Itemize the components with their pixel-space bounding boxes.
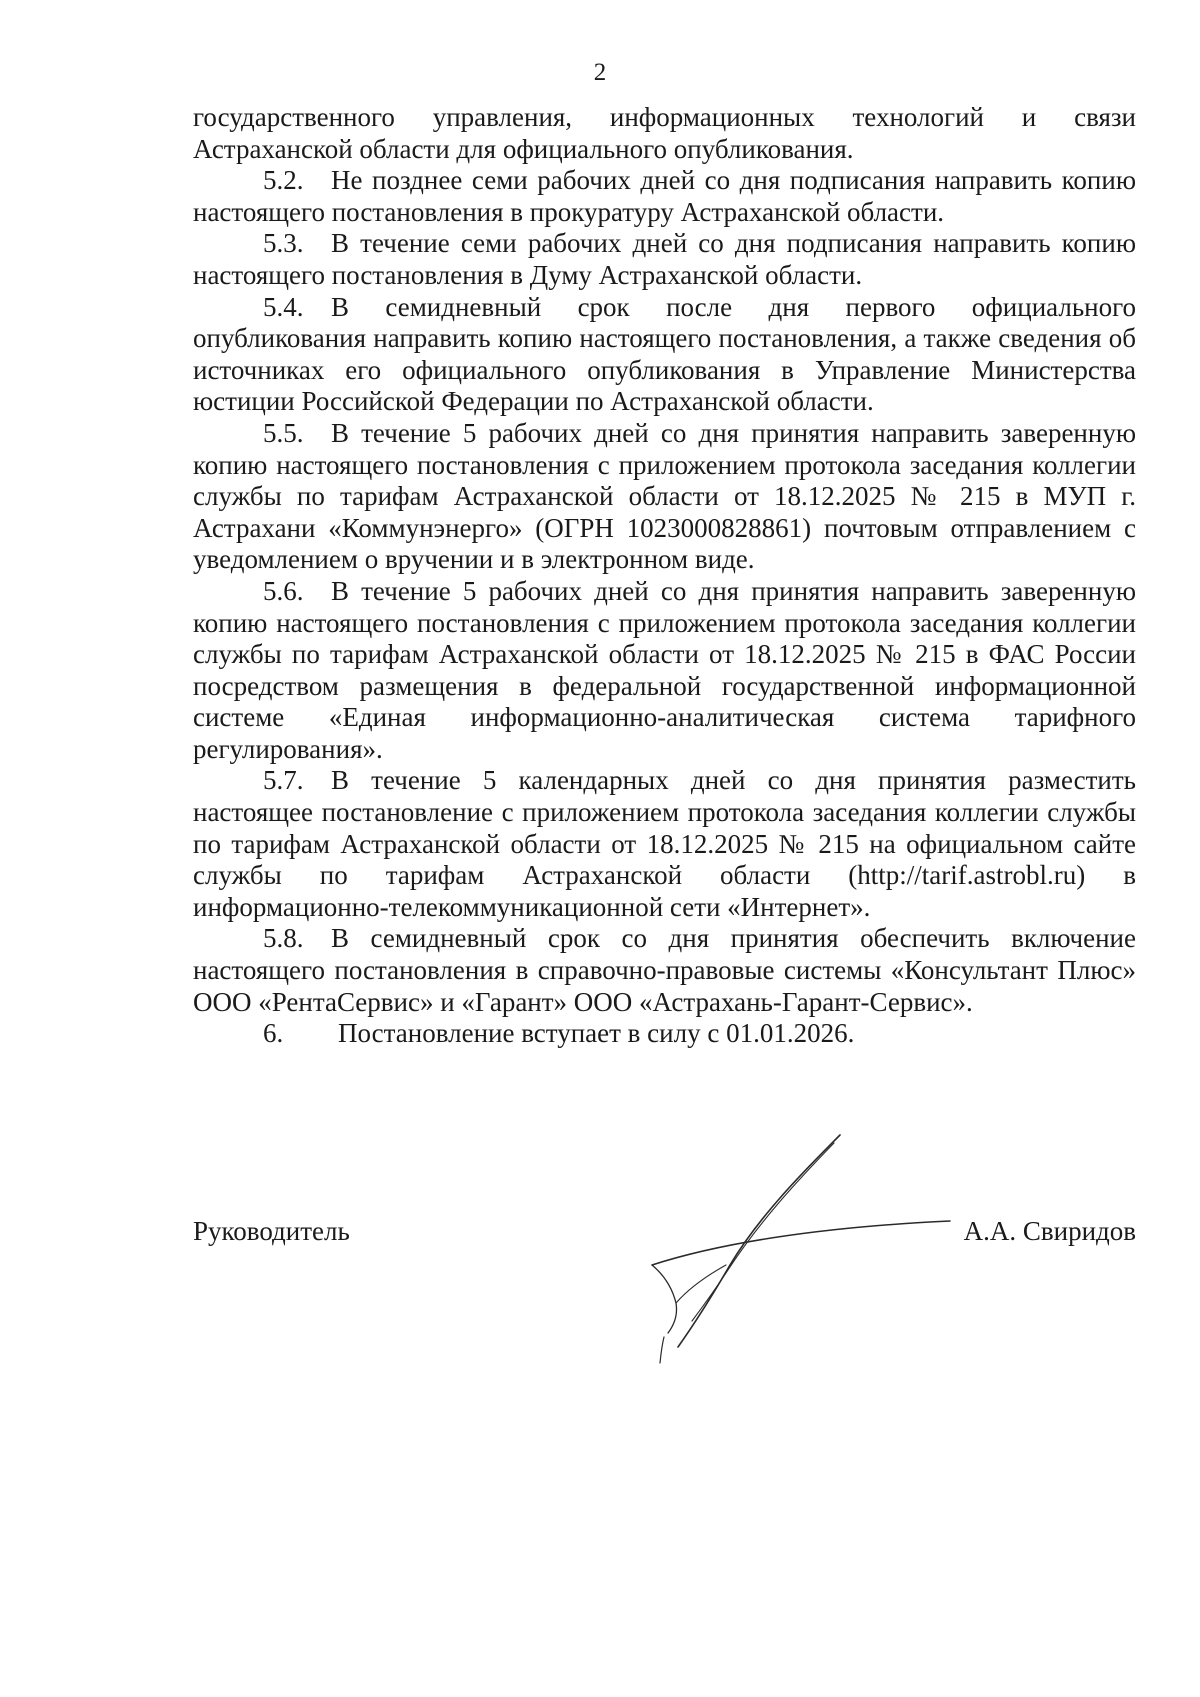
paragraph-5-5 [193,418,1136,576]
paragraph-5-7 [193,765,1136,923]
paragraph-6 [193,1018,1136,1050]
paragraph-text: государственного управления, информационных технологий и связи Астраханской области для официального опубликования. [193,102,1136,164]
paragraph-text: В течение 5 рабочих дней со дня принятия направить заверенную копию настоящего постановления с приложением протокола заседания коллегии службы по тарифам Астраханской области от 18.12.2025 № 215 в МУП г. Астрахани «Коммунэнерго» (ОГРН 1023000828861) почтовым отправлением с уведомлением о вручении и в электронном виде. [193,417,1136,575]
paragraph-continuation [193,102,1136,165]
paragraph-5-2 [193,165,1136,228]
paragraph-5-6 [193,576,1136,766]
document-body [193,102,1136,1050]
signatory-title: Руководитель [193,1216,350,1246]
paragraph-text: В течение семи рабочих дней со дня подписания направить копию настоящего постановления в Думу Астраханской области. [193,228,1136,290]
page-number: 2 [593,59,607,86]
handwritten-signature [630,1125,970,1365]
paragraph-text: В семидневный срок со дня принятия обеспечить включение настоящего постановления в справочно-правовые системы «Консультант Плюс» ООО «РентаСервис» и «Гарант» ООО «Астрахань-Гарант-Сервис». [193,923,1136,1017]
paragraph-number: 5.4. [263,291,304,322]
signature-stroke [652,1221,950,1265]
signature-stroke [660,1337,664,1363]
paragraph-number: 5.8. [263,923,304,954]
paragraph-number: 5.3. [263,228,304,259]
paragraph-5-4 [193,292,1136,418]
paragraph-text: В течение 5 рабочих дней со дня принятия направить заверенную копию настоящего постановления с приложением протокола заседания коллегии службы по тарифам Астраханской области от 18.12.2025 № 215 в ФАС России посредством размещения в федеральной государственной информационной системе «Единая информационно-аналитическая система тарифного регулирования». [193,575,1136,764]
signature-stroke [678,1135,840,1347]
paragraph-text: Постановление вступает в силу с 01.01.2026. [338,1018,855,1049]
paragraph-number: 6. [263,1018,284,1049]
paragraph-number: 5.7. [263,765,304,796]
paragraph-text: Не позднее семи рабочих дней со дня подписания направить копию настоящего постановления в прокуратуру Астраханской области. [193,165,1136,227]
signature-stroke [652,1265,677,1333]
signatory-name: А.А. Свиридов [963,1216,1136,1246]
paragraph-text: В семидневный срок после дня первого официального опубликования направить копию настоящего постановления, а также сведения об источниках его официального опубликования в Управление Министерства юстиции Российской Федерации по Астраханской области. [193,291,1136,417]
paragraph-5-3 [193,228,1136,291]
paragraph-text: В течение 5 календарных дней со дня принятия разместить настоящее постановление с приложением протокола заседания коллегии службы по тарифам Астраханской области от 18.12.2025 № 215 на официальном сайте службы по тарифам Астраханской области (http://tarif.astrobl.ru) в информационно-телекоммуникационной сети «Интернет». [193,765,1136,922]
paragraph-number: 5.5. [263,417,304,448]
paragraph-number: 5.6. [263,575,304,606]
paragraph-number: 5.2. [263,165,304,196]
paragraph-5-8 [193,923,1136,1018]
